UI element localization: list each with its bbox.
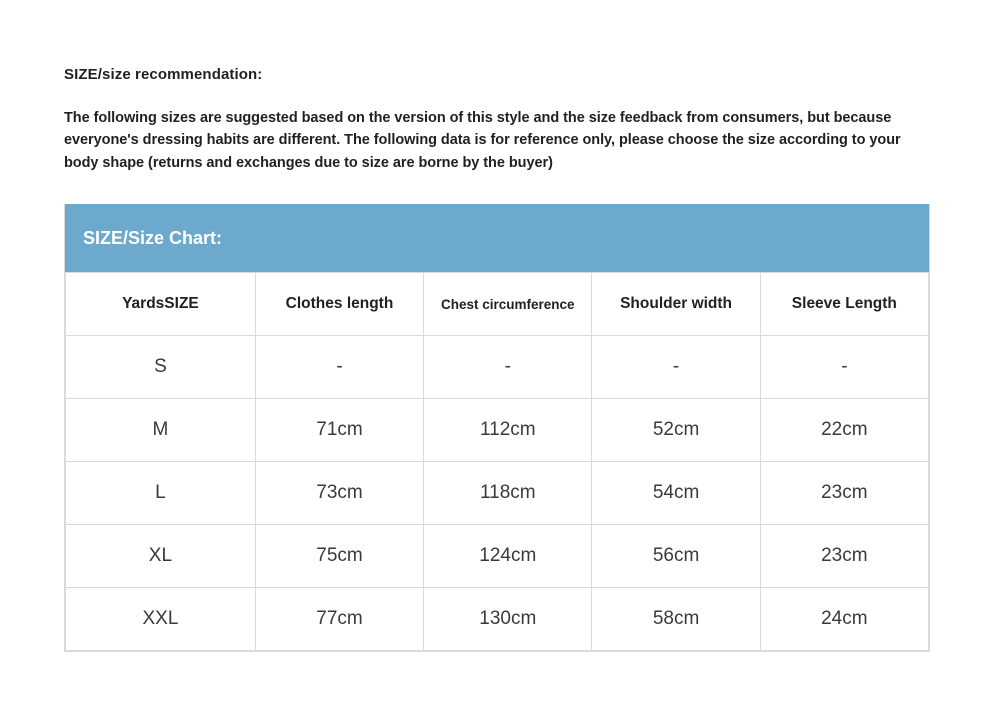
cell-size: S [66, 336, 256, 399]
cell-chest-circumference: 112cm [424, 399, 592, 462]
cell-clothes-length: 75cm [255, 525, 423, 588]
cell-shoulder-width: 56cm [592, 525, 760, 588]
column-header-shoulder-width: Shoulder width [592, 273, 760, 336]
size-chart-container [64, 204, 930, 652]
cell-clothes-length: 77cm [255, 588, 423, 651]
column-header-chest-circumference: Chest circumference [424, 273, 592, 336]
cell-size: XXL [66, 588, 256, 651]
cell-chest-circumference: 130cm [424, 588, 592, 651]
cell-size: XL [66, 525, 256, 588]
intro-paragraph: The following sizes are suggested based on the version of this style and the size feedback from consumers, but because everyone's dressing habits are different. The following data is for reference only, please choose the size according to your body shape (returns and exchanges due to size are borne by the buyer) [64, 110, 901, 171]
cell-clothes-length: - [255, 336, 423, 399]
column-header-sleeve-length: Sleeve Length [760, 273, 928, 336]
cell-size: L [66, 462, 256, 525]
cell-shoulder-width: - [592, 336, 760, 399]
table-row [66, 588, 929, 651]
table-row [66, 399, 929, 462]
cell-clothes-length: 71cm [255, 399, 423, 462]
cell-clothes-length: 73cm [255, 462, 423, 525]
cell-sleeve-length: 24cm [760, 588, 928, 651]
column-header-clothes-length: Clothes length [255, 273, 423, 336]
cell-chest-circumference: 124cm [424, 525, 592, 588]
cell-sleeve-length: 23cm [760, 525, 928, 588]
cell-chest-circumference: 118cm [424, 462, 592, 525]
cell-shoulder-width: 52cm [592, 399, 760, 462]
table-row [66, 525, 929, 588]
cell-sleeve-length: - [760, 336, 928, 399]
size-chart-title: SIZE/Size Chart: [65, 204, 929, 272]
table-row [66, 336, 929, 399]
cell-sleeve-length: 22cm [760, 399, 928, 462]
cell-chest-circumference: - [424, 336, 592, 399]
page-title: SIZE/size recommendation: [64, 66, 263, 83]
size-chart-table [65, 272, 929, 651]
table-header-row [66, 273, 929, 336]
cell-shoulder-width: 58cm [592, 588, 760, 651]
column-header-yards-size: YardsSIZE [66, 273, 256, 336]
cell-size: M [66, 399, 256, 462]
table-row [66, 462, 929, 525]
cell-shoulder-width: 54cm [592, 462, 760, 525]
cell-sleeve-length: 23cm [760, 462, 928, 525]
